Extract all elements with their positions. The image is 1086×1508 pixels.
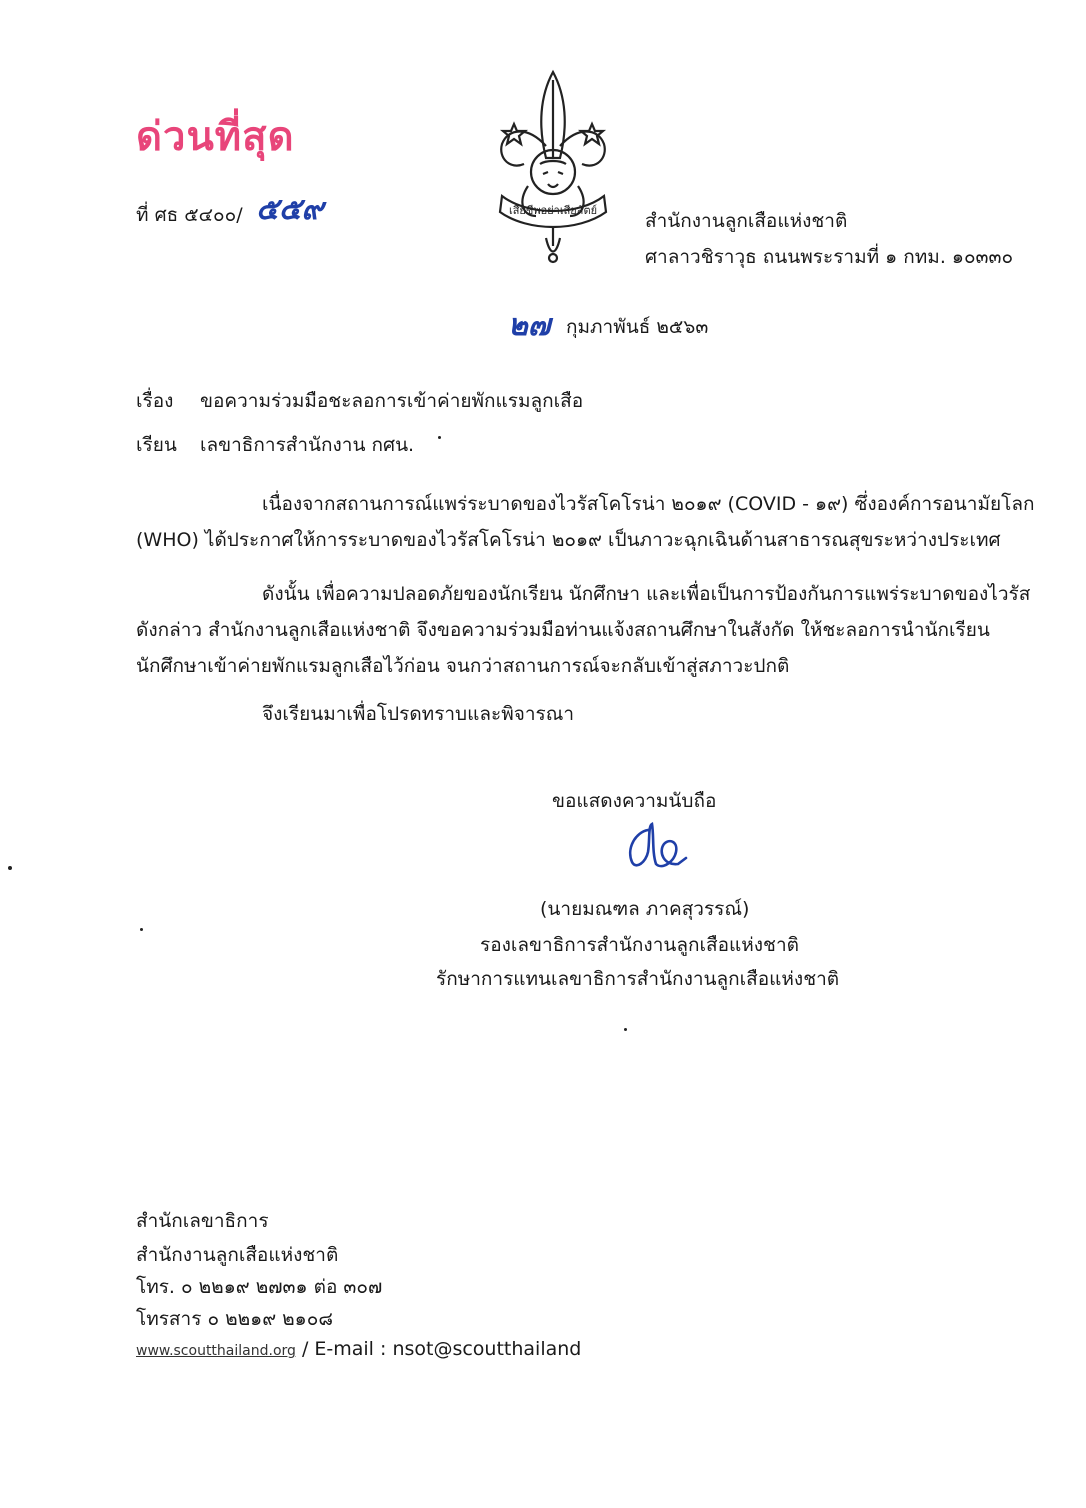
- body-paragraph-2-line-3: นักศึกษาเข้าค่ายพักแรมลูกเสือไว้ก่อน จนกว่าสถานการณ์จะกลับเข้าสู่สภาวะปกติ: [136, 655, 790, 677]
- footer-website-link[interactable]: www.scoutthailand.org: [136, 1343, 296, 1359]
- subject-text: ขอความร่วมมือชะลอการเข้าค่ายพักแรมลูกเสือ: [200, 390, 584, 412]
- organization-address: ศาลาวชิราวุธ ถนนพระรามที่ ๑ กทม. ๑๐๓๓๐: [645, 246, 1014, 268]
- footer-phone: โทร. ๐ ๒๒๑๙ ๒๗๓๑ ต่อ ๓๐๗: [136, 1276, 383, 1298]
- signatory-position-1: รองเลขาธิการสำนักงานลูกเสือแห่งชาติ: [480, 934, 799, 956]
- scan-speck: [624, 1028, 627, 1031]
- emblem-motto: เสียชีพอย่าเสียสัตย์: [508, 204, 598, 217]
- footer-contact: [136, 1338, 581, 1360]
- document-number-handwritten: ๕๕๙: [256, 192, 324, 227]
- body-paragraph-2-line-1: ดังนั้น เพื่อความปลอดภัยของนักเรียน นักศึกษา และเพื่อเป็นการป้องกันการแพร่ระบาดของไวรัส: [262, 583, 1031, 605]
- scan-speck: [438, 436, 441, 439]
- signatory-name: (นายมณฑล ภาคสุวรรณ์): [540, 898, 750, 920]
- footer-fax: โทรสาร ๐ ๒๒๑๙ ๒๑๐๘: [136, 1308, 333, 1330]
- subject-label: เรื่อง: [136, 390, 174, 412]
- body-paragraph-1-line-1: เนื่องจากสถานการณ์แพร่ระบาดของไวรัสโคโรน่า ๒๐๑๙ (COVID - ๑๙) ซึ่งองค์การอนามัยโลก: [262, 493, 1035, 515]
- recipient-label: เรียน: [136, 434, 177, 456]
- document-number-prefix: ที่ ศธ ๕๔๐๐/: [136, 204, 243, 226]
- footer-office: สำนักเลขาธิการ: [136, 1210, 269, 1232]
- footer-email: / E-mail : nsot@scoutthailand: [301, 1338, 582, 1360]
- body-paragraph-1-line-2: (WHO) ได้ประกาศให้การระบาดของไวรัสโคโรน่า ๒๐๑๙ เป็นภาวะฉุกเฉินด้านสาธารณสุขระหว่างประเทศ: [136, 529, 1001, 551]
- body-paragraph-2-line-2: ดังกล่าว สำนักงานลูกเสือแห่งชาติ จึงขอความร่วมมือท่านแจ้งสถานศึกษาในสังกัด ให้ชะลอการนำนักเรียน: [136, 619, 990, 641]
- signatory-position-2: รักษาการแทนเลขาธิการสำนักงานลูกเสือแห่งชาติ: [436, 968, 840, 990]
- date-month-year: กุมภาพันธ์ ๒๕๖๓: [566, 316, 709, 338]
- closing-salutation: ขอแสดงความนับถือ: [552, 790, 717, 812]
- organization-name: สำนักงานลูกเสือแห่งชาติ: [645, 210, 848, 232]
- footer-organization: สำนักงานลูกเสือแห่งชาติ: [136, 1244, 339, 1266]
- scout-emblem-logo: [488, 66, 618, 266]
- body-paragraph-3: จึงเรียนมาเพื่อโปรดทราบและพิจารณา: [262, 703, 575, 725]
- handwritten-signature: [618, 818, 688, 878]
- scan-speck: [140, 928, 143, 931]
- date-day-handwritten: ๒๗: [508, 308, 551, 343]
- urgency-stamp: ด่วนที่สุด: [136, 114, 295, 160]
- scan-speck: [8, 866, 12, 870]
- recipient-text: เลขาธิการสำนักงาน กศน.: [200, 434, 415, 456]
